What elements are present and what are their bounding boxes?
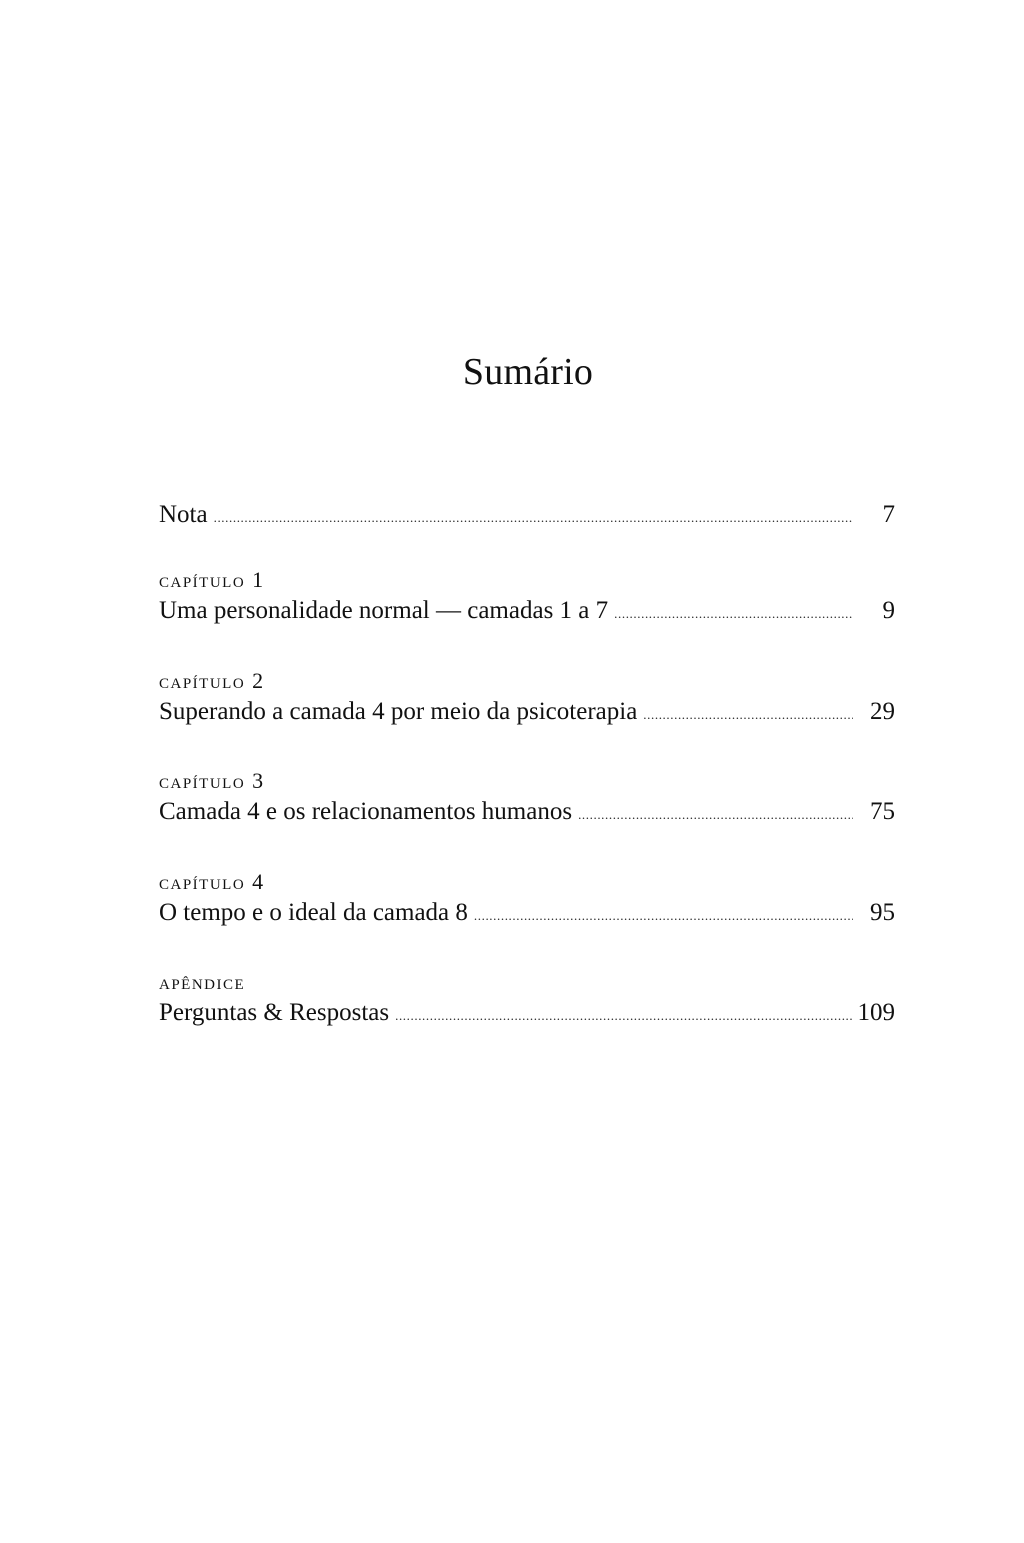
- toc-entry-appendix[interactable]: [159, 968, 895, 1030]
- toc-row: [159, 594, 895, 628]
- toc-entry-title: Uma personalidade normal — camadas 1 a 7: [159, 597, 609, 624]
- toc-entry-title: Camada 4 e os relacionamentos humanos: [159, 798, 573, 825]
- toc-leader-dots: [643, 708, 853, 721]
- toc-chapter-label: apêndice: [159, 969, 246, 994]
- toc-page-number: 109: [857, 999, 895, 1026]
- toc-entry-chapter-4[interactable]: [159, 868, 895, 930]
- toc-page-number: 95: [870, 899, 895, 926]
- toc-entry-chapter-3[interactable]: [159, 767, 895, 829]
- toc-row: [159, 896, 895, 930]
- toc-chapter-label: capítulo 3: [159, 768, 265, 793]
- toc-chapter-label: capítulo 1: [159, 567, 265, 592]
- toc-row: [159, 498, 895, 532]
- toc-row: [159, 695, 895, 729]
- toc-entry-chapter-1[interactable]: [159, 566, 895, 628]
- toc-entry-title: Superando a camada 4 por meio da psicoterapia: [159, 698, 638, 725]
- toc-entry-title: Perguntas & Respostas: [159, 999, 390, 1026]
- toc-leader-dots: [395, 1009, 853, 1022]
- page-title: Sumário: [462, 351, 594, 393]
- toc-page-number: 29: [870, 698, 895, 725]
- toc-chapter-label: capítulo 2: [159, 668, 265, 693]
- toc-page-number: 7: [882, 501, 895, 528]
- toc-chapter-label: capítulo 4: [159, 869, 265, 894]
- toc-leader-dots: [214, 511, 853, 524]
- toc-entry-title: Nota: [159, 501, 208, 528]
- toc-page-number: 75: [870, 798, 895, 825]
- toc-entry-nota[interactable]: [159, 498, 895, 532]
- toc-page-number: 9: [882, 597, 895, 624]
- toc-row: [159, 795, 895, 829]
- toc-leader-dots: [474, 909, 853, 922]
- toc-entry-chapter-2[interactable]: [159, 667, 895, 729]
- toc-entry-title: O tempo e o ideal da camada 8: [159, 899, 468, 926]
- toc-leader-dots: [578, 808, 853, 821]
- toc-leader-dots: [614, 607, 853, 620]
- toc-row: [159, 996, 895, 1030]
